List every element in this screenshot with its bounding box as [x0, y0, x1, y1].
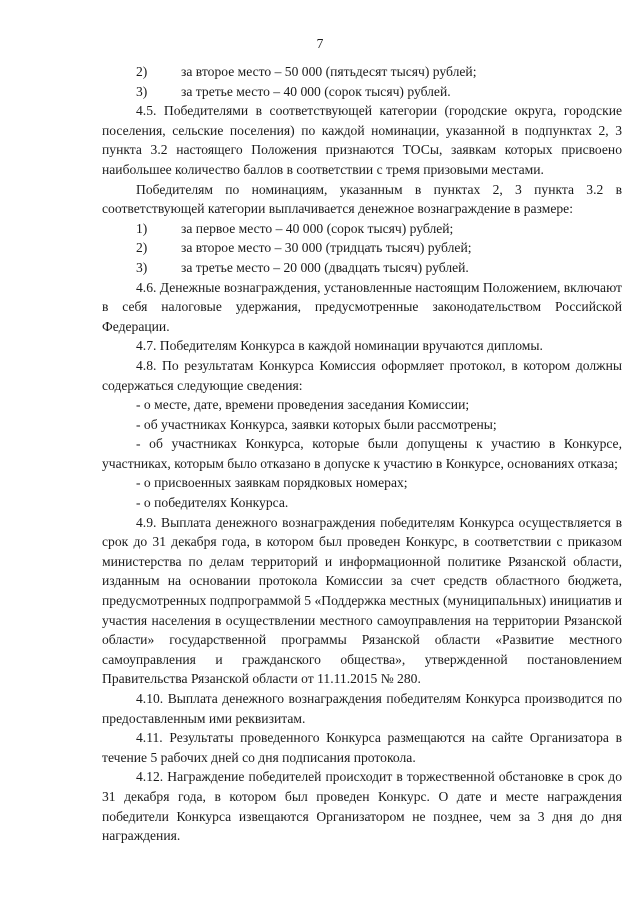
document-body: [102, 62, 622, 846]
list-item: [102, 82, 622, 102]
list-item: [102, 219, 622, 239]
paragraph: 4.6. Денежные вознаграждения, установленные настоящим Положением, включают в себя налоговые удержания, предусмотренные законодательством Российской Федерации.: [102, 279, 622, 334]
list-item-text: за второе место – 30 000 (тридцать тысяч) рублей;: [181, 240, 472, 256]
list-item-text: за третье место – 40 000 (сорок тысяч) рублей.: [181, 83, 451, 99]
paragraph: Победителям по номинациям, указанным в пунктах 2, 3 пункта 3.2 в соответствующей категории выплачивается денежное вознаграждение в размере:: [102, 181, 622, 217]
list-item: [102, 62, 622, 82]
paragraph: 4.12. Награждение победителей происходит в торжественной обстановке в срок до 31 декабря года, в котором был проведен Конкурс. О дате и месте награждения победители Конкурса извещаются Организатором не позднее, чем за 3 дня до дня награждения.: [102, 769, 622, 844]
dash-item: - о присвоенных заявкам порядковых номерах;: [136, 475, 408, 491]
page-number: 7: [316, 36, 324, 51]
list-item: [102, 258, 622, 278]
list-item-number: 3): [136, 83, 148, 99]
paragraph: 4.7. Победителям Конкурса в каждой номинации вручаются дипломы.: [136, 338, 543, 354]
dash-item: - о месте, дате, времени проведения заседания Комиссии;: [136, 397, 470, 413]
paragraph: 4.11. Результаты проведенного Конкурса размещаются на сайте Организатора в течение 5 рабочих дней со дня подписания протокола.: [102, 730, 622, 765]
dash-item: - о победителях Конкурса.: [136, 495, 289, 511]
paragraph: 4.8. По результатам Конкурса Комиссия оформляет протокол, в котором должны содержаться следующие сведения:: [102, 357, 622, 393]
list-item-number: 3): [136, 259, 148, 275]
list-item-number: 2): [136, 64, 148, 79]
list-item-text: за первое место – 40 000 (сорок тысяч) рублей;: [181, 220, 454, 236]
list-item-text: за второе место – 50 000 (пятьдесят тысяч) рублей;: [181, 64, 477, 79]
paragraph: - об участниках Конкурса, которые были допущены к участию в Конкурсе, участниках, которым было отказано в допуске к участию в Конкурсе, основаниях отказа;: [102, 436, 622, 471]
dash-item: - об участниках Конкурса, заявки которых были рассмотрены;: [136, 416, 497, 432]
paragraph: 4.10. Выплата денежного вознаграждения победителям Конкурса производится по предоставленным ими реквизитам.: [102, 691, 622, 726]
paragraph: 4.5. Победителями в соответствующей категории (городские округа, городские поселения, сельские поселения) по каждой номинации, указанной в подпунктах 2, 3 пункта 3.2 настоящего Положения признаются ТОСы, заявкам которых присвоено наибольшее количество баллов в соответствии с тремя призовыми местами.: [102, 103, 622, 177]
list-item-number: 2): [136, 240, 148, 256]
list-item: [102, 238, 622, 258]
paragraph: 4.9. Выплата денежного вознаграждения победителям Конкурса осуществляется в срок до 31 декабря года, в котором был проведен Конкурс, в соответствии с приказом министерства по делам территорий и информационной политике Рязанской области, изданным на основании протокола Комиссии за счет средств областного бюджета, предусмотренных подпрограммой 5 «Поддержка местных (муниципальных) инициатив и участия населения в осуществлении местного самоуправления на территории Рязанской области» государственной программы Рязанской области «Развитие местного самоуправления и гражданского общества», утвержденной постановлением Правительства Рязанской области от 11.11.2015 № 280.: [102, 514, 622, 687]
list-item-text: за третье место – 20 000 (двадцать тысяч) рублей.: [181, 259, 469, 275]
list-item-number: 1): [136, 220, 148, 236]
